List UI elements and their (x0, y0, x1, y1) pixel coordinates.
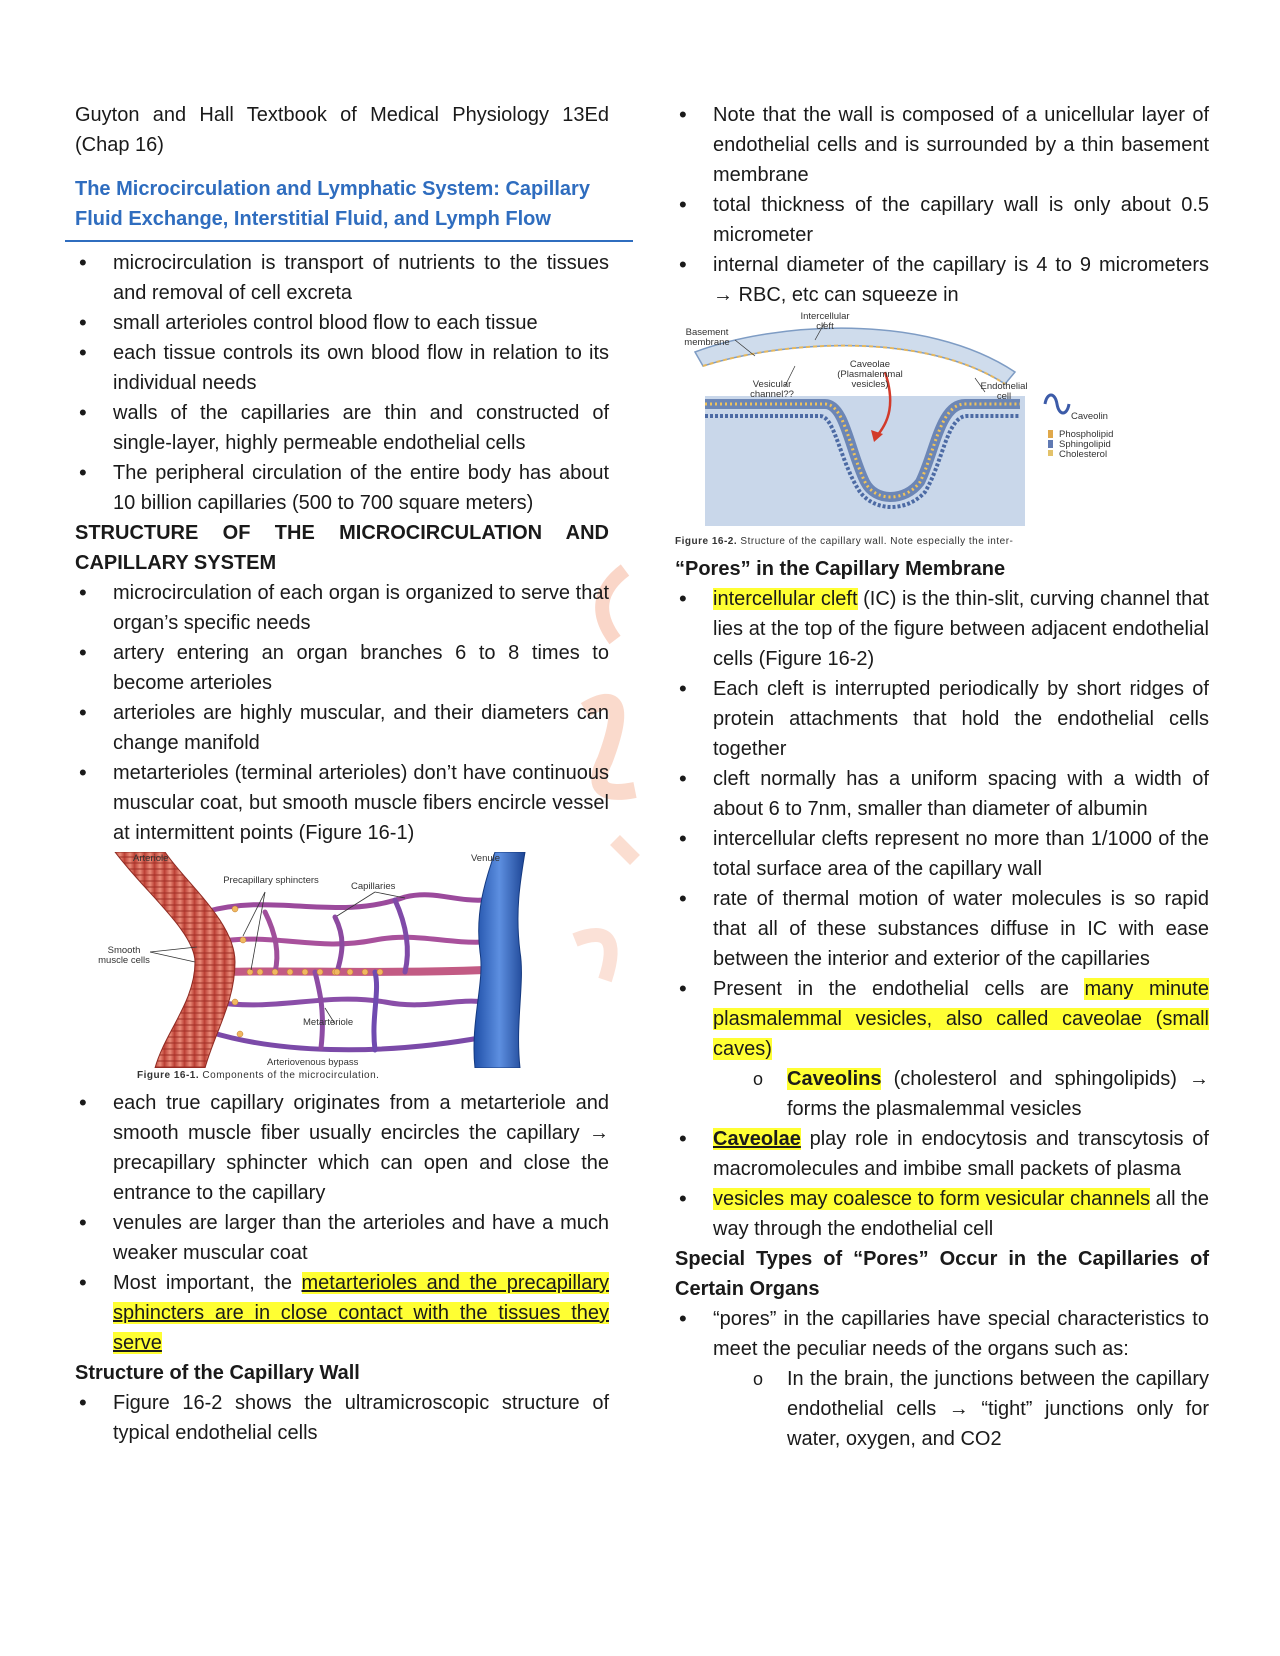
list-item: • internal diameter of the capillary is 4 to 9 micrometers → RBC, etc can squeeze in (675, 250, 1209, 310)
capillary-wall-diagram (675, 312, 1175, 536)
capillary-list (75, 1088, 609, 1358)
figure-16-1 (75, 852, 555, 1084)
label-precapillary-sphincters: Precapillary sphincters (223, 875, 319, 886)
important-prefix: Most important, the (113, 1272, 302, 1294)
section-heading: Special Types of “Pores” Occur in the Capillaries of Certain Organs (675, 1248, 1209, 1300)
label-av-bypass: Arteriovenous bypass (267, 1057, 359, 1068)
label-metarteriole: Metarteriole (303, 1017, 354, 1028)
list-item: • microcirculation is transport of nutrients to the tissues and removal of cell excreta (75, 248, 609, 308)
list-item: • “pores” in the capillaries have special characteristics to meet the peculiar needs of the organs such as: (675, 1304, 1209, 1364)
wall-list (75, 1388, 609, 1448)
caveolae-rest: play role in endocytosis and transcytosis of macromolecules and imbibe small packets of plasma (713, 1128, 1209, 1180)
caveolins-rest: (cholesterol and sphingolipids) → forms the plasmalemmal vesicles (787, 1068, 1209, 1120)
list-item: • Note that the wall is composed of a unicellular layer of endothelial cells and is surrounded by a thin basement membrane (675, 100, 1209, 190)
important-highlight: metarterioles and the precapillary sphincters are in close contact with the tissues they serve (113, 1272, 609, 1354)
list-item (675, 1124, 1209, 1184)
wall-notes-list (675, 100, 1209, 310)
list-item: • walls of the capillaries are thin and constructed of single-layer, highly permeable endothelial cells (75, 398, 609, 458)
label-endothelial-cell: Endothelial cell (980, 381, 1028, 402)
label-caveolin: Caveolin (1071, 411, 1108, 422)
figure-16-2 (675, 312, 1175, 550)
left-column (75, 100, 609, 1448)
caption-text: Structure of the capillary wall. Note especially the inter- (740, 536, 1014, 547)
label-intercellular-cleft: Intercellular cleft (800, 311, 850, 332)
list-item: • total thickness of the capillary wall is only about 0.5 micrometer (675, 190, 1209, 250)
structure-list (75, 578, 609, 848)
section-heading: STRUCTURE OF THE MICROCIRCULATION AND CAPILLARY SYSTEM (75, 522, 609, 574)
label-capillaries: Capillaries (351, 881, 396, 892)
list-item: • Each cleft is interrupted periodically by short ridges of protein attachments that hold the endothelial cells together (675, 674, 1209, 764)
label-smooth-muscle: Smooth muscle cells (98, 945, 150, 966)
vesicles-prefix: Present in the endothelial cells are (713, 978, 1085, 1000)
chapter-title: The Microcirculation and Lymphatic System: Capillary Fluid Exchange, Interstitial Fluid, and Lymph Flow (65, 174, 633, 242)
caption-number: Figure 16-1. (137, 1070, 200, 1081)
list-item: • Figure 16-2 shows the ultramicroscopic structure of typical endothelial cells (75, 1388, 609, 1448)
list-item: • each tissue controls its own blood flow in relation to its individual needs (75, 338, 609, 398)
label-basement-membrane: Basement membrane (684, 327, 730, 348)
caveolae-highlight: Caveolae (713, 1128, 801, 1150)
list-item (75, 1268, 609, 1358)
coalesce-highlight: vesicles may coalesce to form vesicular channels (713, 1188, 1150, 1210)
list-item: • The peripheral circulation of the entire body has about 10 billion capillaries (500 to 700 square meters) (75, 458, 609, 518)
label-caveolae: Caveolae (Plasmalemmal vesicles) (837, 359, 903, 390)
label-venule: Venule (471, 853, 501, 864)
list-item: • each true capillary originates from a metarteriole and smooth muscle fiber usually encircles the capillary → precapillary sphincter which can open and close the entrance to the capillary (75, 1088, 609, 1208)
cleft-highlight: intercellular cleft (713, 588, 858, 610)
figure-caption (675, 536, 1013, 548)
cleft-rest: (IC) is the thin-slit, curving channel that lies at the top of the figure between adjacent endothelial cells (Figure 16-2) (713, 588, 1209, 670)
list-item (675, 584, 1209, 674)
caption-number: Figure 16-2. (675, 536, 738, 547)
list-item (675, 1184, 1209, 1244)
caveolins-highlight: Caveolins (787, 1068, 882, 1090)
list-item: • cleft normally has a uniform spacing with a width of about 6 to 7nm, smaller than diameter of albumin (675, 764, 1209, 824)
label-lipids: Phospholipid Sphingolipid Cholesterol (1059, 429, 1114, 460)
list-item: • metarterioles (terminal arterioles) don’t have continuous muscular coat, but smooth muscle fibers encircle vessel at intermittent points (Figure 16-1) (75, 758, 609, 848)
label-arteriole: Arteriole (133, 853, 169, 864)
section-heading: “Pores” in the Capillary Membrane (675, 558, 1006, 580)
pores-list (675, 584, 1209, 1244)
right-column (675, 100, 1209, 1454)
list-item: • arterioles are highly muscular, and their diameters can change manifold (75, 698, 609, 758)
sub-list-item: o In the brain, the junctions between the capillary endothelial cells → “tight” junctions only for water, oxygen, and CO2 (675, 1364, 1209, 1454)
caption-text: Components of the microcirculation. (202, 1070, 380, 1081)
intro-list (75, 248, 609, 518)
special-pores-list (675, 1304, 1209, 1454)
list-item: • venules are larger than the arterioles and have a much weaker muscular coat (75, 1208, 609, 1268)
coalesce-rest: all the way through the endothelial cell (713, 1188, 1209, 1240)
list-item: • artery entering an organ branches 6 to 8 times to become arterioles (75, 638, 609, 698)
list-item: • microcirculation of each organ is organized to serve that organ’s specific needs (75, 578, 609, 638)
figure-caption (137, 1070, 379, 1082)
sub-list-item (675, 1064, 1209, 1124)
list-item: • small arterioles control blood flow to each tissue (75, 308, 609, 338)
source-line: Guyton and Hall Textbook of Medical Physiology 13Ed (Chap 16) (75, 104, 609, 156)
label-vesicular-channel: Vesicular channel?? (750, 379, 794, 400)
list-item: • rate of thermal motion of water molecules is so rapid that all of these substances diffuse in IC with ease between the interior and exterior of the capillaries (675, 884, 1209, 974)
list-item: • intercellular clefts represent no more than 1/1000 of the total surface area of the capillary wall (675, 824, 1209, 884)
vesicles-highlight: many minute plasmalemmal vesicles, also called caveolae (small caves) (713, 978, 1209, 1060)
list-item (675, 974, 1209, 1064)
section-heading: Structure of the Capillary Wall (75, 1362, 360, 1384)
